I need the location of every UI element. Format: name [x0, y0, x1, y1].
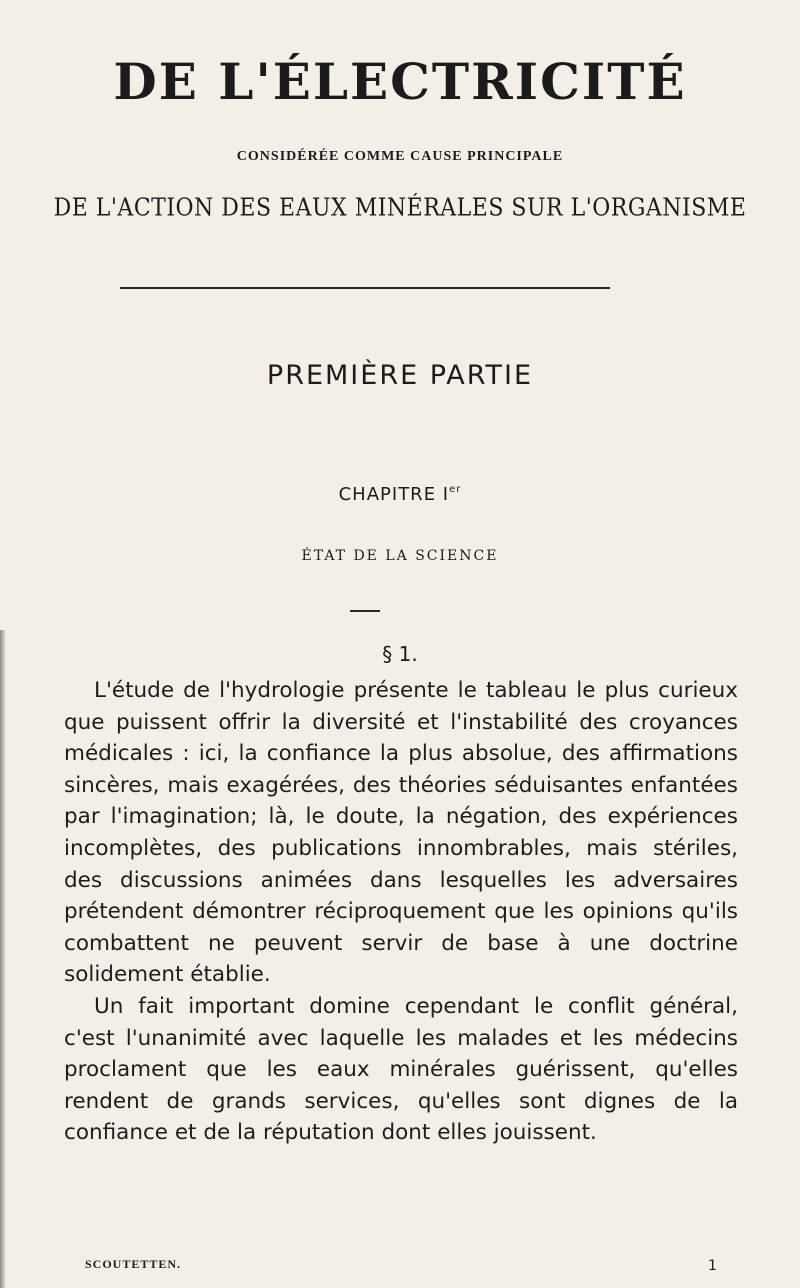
- chapter-suffix: er: [449, 484, 462, 495]
- section-marker: § 1.: [382, 642, 418, 666]
- book-title: DE L'ÉLECTRICITÉ: [113, 52, 687, 111]
- footer-signature: SCOUTETTEN.: [85, 1257, 182, 1271]
- body-text: [64, 675, 738, 1149]
- part-title: PREMIÈRE PARTIE: [266, 360, 534, 391]
- section-heading: ÉTAT DE LA SCIENCE: [301, 548, 499, 564]
- subtitle-small: CONSIDÉRÉE COMME CAUSE PRINCIPALE: [236, 149, 564, 164]
- page-number: 1: [708, 1258, 717, 1274]
- chapter-title: [0, 484, 800, 505]
- chapter-label: CHAPITRE I: [338, 484, 450, 505]
- section-divider: [350, 610, 380, 612]
- title-divider: [120, 287, 610, 289]
- page-edge-shadow: [0, 630, 6, 1288]
- subtitle-main: DE L'ACTION DES EAUX MINÉRALES SUR L'ORGANISME: [53, 194, 747, 223]
- paragraph-1: L'étude de l'hydrologie présente le tableau le plus curieux que puissent offrir la diversité et l'instabilité des croyances médicales : ici, la confiance la plus absolue, des affirmations sincères, mais exagérées, des théories séduisantes enfantées par l'imagination; là, le doute, la négation, des expériences incomplètes, des publications innombrables, mais stériles, des discussions animées dans lesquelles les adversaires prétendent démontrer réciproquement que les opinions qu'ils combattent ne peuvent servir de base à une doctrine solidement établie.: [64, 678, 738, 988]
- paragraph-2: Un fait important domine cependant le conflit général, c'est l'unanimité avec laquelle les malades et les médecins proclament que les eaux minérales guérissent, qu'elles rendent de grands services, qu'elles sont dignes de la confiance et de la réputation dont elles jouissent.: [64, 993, 738, 1146]
